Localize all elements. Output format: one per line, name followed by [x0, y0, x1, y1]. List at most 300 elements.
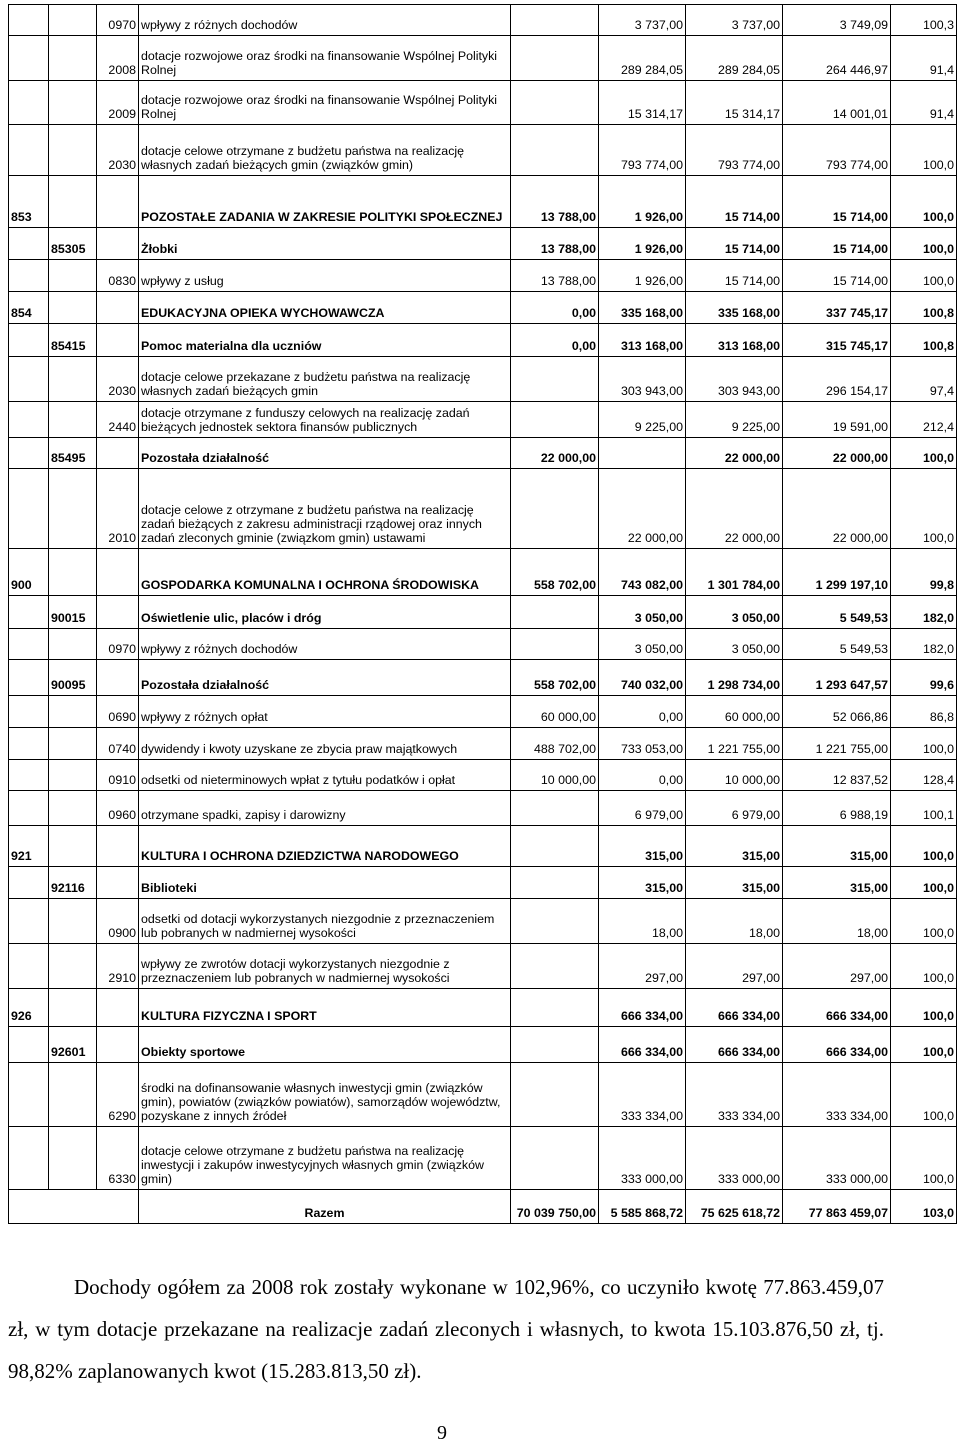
paragraf-row — [9, 629, 957, 660]
rozdzial-code — [49, 125, 97, 176]
rozdzial-code: 85305 — [49, 228, 97, 260]
rozdzial-code — [49, 5, 97, 36]
value-plan-1 — [511, 1063, 599, 1127]
value-plan-1: 558 702,00 — [511, 549, 599, 596]
paragraf-row — [9, 791, 957, 826]
value-plan-2: 666 334,00 — [599, 1027, 686, 1063]
value-executed: 315 745,17 — [783, 324, 891, 357]
value-executed: 15 714,00 — [783, 228, 891, 260]
rozdzial-code — [49, 549, 97, 596]
rozdzial-code — [49, 402, 97, 438]
paragraf-code: 0830 — [97, 260, 139, 292]
total-v2: 5 585 868,72 — [599, 1190, 686, 1224]
rozdzial-code: 90095 — [49, 660, 97, 696]
value-executed: 15 714,00 — [783, 260, 891, 292]
paragraf-code — [97, 989, 139, 1027]
paragraf-row — [9, 899, 957, 944]
rozdzial-code — [49, 292, 97, 324]
value-plan-after-changes: 793 774,00 — [686, 125, 783, 176]
value-plan-2: 315,00 — [599, 826, 686, 867]
value-executed: 22 000,00 — [783, 469, 891, 549]
paragraf-row — [9, 1127, 957, 1190]
value-plan-2: 733 053,00 — [599, 728, 686, 760]
rozdzial-code — [49, 791, 97, 826]
dzial-row — [9, 826, 957, 867]
value-plan-1 — [511, 5, 599, 36]
description: Pozostała działalność — [139, 660, 511, 696]
value-plan-2: 333 334,00 — [599, 1063, 686, 1127]
rozdzial-code — [49, 899, 97, 944]
value-plan-1: 13 788,00 — [511, 228, 599, 260]
value-plan-1 — [511, 791, 599, 826]
value-plan-2: 0,00 — [599, 760, 686, 791]
paragraf-code — [97, 438, 139, 469]
paragraf-row — [9, 728, 957, 760]
value-plan-2: 297,00 — [599, 944, 686, 989]
percent: 100,0 — [891, 899, 957, 944]
dzial-row — [9, 549, 957, 596]
percent: 100,0 — [891, 1063, 957, 1127]
rozdzial-code — [49, 81, 97, 125]
paragraf-code: 2010 — [97, 469, 139, 549]
value-plan-after-changes: 315,00 — [686, 867, 783, 899]
value-plan-2: 18,00 — [599, 899, 686, 944]
value-plan-1: 0,00 — [511, 292, 599, 324]
percent: 100,0 — [891, 944, 957, 989]
paragraf-row — [9, 81, 957, 125]
percent: 91,4 — [891, 81, 957, 125]
rozdzial-code — [49, 944, 97, 989]
dzial-code — [9, 402, 49, 438]
value-plan-after-changes: 1 301 784,00 — [686, 549, 783, 596]
value-plan-1 — [511, 989, 599, 1027]
percent: 100,1 — [891, 791, 957, 826]
paragraf-code — [97, 176, 139, 228]
rozdzial-code — [49, 696, 97, 728]
percent: 100,0 — [891, 228, 957, 260]
value-plan-after-changes: 333 000,00 — [686, 1127, 783, 1190]
paragraf-row — [9, 944, 957, 989]
dzial-code — [9, 1127, 49, 1190]
value-plan-2: 333 000,00 — [599, 1127, 686, 1190]
rozdzial-code — [49, 1127, 97, 1190]
dzial-code — [9, 899, 49, 944]
value-plan-after-changes: 22 000,00 — [686, 438, 783, 469]
description: wpływy z różnych dochodów — [139, 629, 511, 660]
rozdzial-code — [49, 826, 97, 867]
paragraf-row — [9, 469, 957, 549]
value-plan-2: 3 737,00 — [599, 5, 686, 36]
summary-text: Dochody ogółem za 2008 rok zostały wykonane w 102,96%, co uczyniło kwotę 77.863.459,07 zł, w tym dotacje przekazane na realizacje zadań zleconych i własnych, to kwota 15.103.876,50 zł, tj. 98,82% zaplanowanych kwot (15.283.813,50 zł). — [8, 1275, 884, 1383]
paragraf-row — [9, 125, 957, 176]
value-executed: 6 988,19 — [783, 791, 891, 826]
description: dotacje celowe otrzymane z budżetu państwa na realizację inwestycji i zakupów inwestycyjnych własnych gmin (związków gmin) — [139, 1127, 511, 1190]
value-plan-after-changes: 3 050,00 — [686, 629, 783, 660]
value-executed: 5 549,53 — [783, 629, 891, 660]
value-plan-2: 315,00 — [599, 867, 686, 899]
value-plan-after-changes: 10 000,00 — [686, 760, 783, 791]
budget-table — [8, 4, 957, 1224]
value-executed: 296 154,17 — [783, 357, 891, 402]
value-plan-after-changes: 22 000,00 — [686, 469, 783, 549]
value-plan-2: 793 774,00 — [599, 125, 686, 176]
value-plan-2: 313 168,00 — [599, 324, 686, 357]
paragraf-row — [9, 402, 957, 438]
dzial-code — [9, 260, 49, 292]
value-plan-1: 60 000,00 — [511, 696, 599, 728]
dzial-code — [9, 696, 49, 728]
rozdzial-code — [49, 989, 97, 1027]
value-executed: 12 837,52 — [783, 760, 891, 791]
total-v1: 70 039 750,00 — [511, 1190, 599, 1224]
paragraf-row — [9, 260, 957, 292]
dzial-code: 900 — [9, 549, 49, 596]
paragraf-code: 2030 — [97, 125, 139, 176]
value-executed: 315,00 — [783, 867, 891, 899]
value-plan-1: 0,00 — [511, 324, 599, 357]
rozdzial-code — [49, 629, 97, 660]
paragraf-code: 2009 — [97, 81, 139, 125]
total-v4: 77 863 459,07 — [783, 1190, 891, 1224]
value-executed: 333 334,00 — [783, 1063, 891, 1127]
value-executed: 793 774,00 — [783, 125, 891, 176]
percent: 99,6 — [891, 660, 957, 696]
value-plan-1 — [511, 944, 599, 989]
description: wpływy z różnych opłat — [139, 696, 511, 728]
value-plan-after-changes: 315,00 — [686, 826, 783, 867]
description: KULTURA I OCHRONA DZIEDZICTWA NARODOWEGO — [139, 826, 511, 867]
paragraf-code — [97, 1027, 139, 1063]
value-plan-after-changes: 313 168,00 — [686, 324, 783, 357]
percent: 100,0 — [891, 176, 957, 228]
rozdzial-code — [49, 469, 97, 549]
total-v3: 75 625 618,72 — [686, 1190, 783, 1224]
dzial-code: 921 — [9, 826, 49, 867]
dzial-code — [9, 944, 49, 989]
value-plan-1 — [511, 1027, 599, 1063]
value-plan-2: 22 000,00 — [599, 469, 686, 549]
dzial-code: 854 — [9, 292, 49, 324]
percent: 100,0 — [891, 867, 957, 899]
value-plan-after-changes: 18,00 — [686, 899, 783, 944]
dzial-code — [9, 791, 49, 826]
percent: 100,0 — [891, 1027, 957, 1063]
value-plan-2: 6 979,00 — [599, 791, 686, 826]
dzial-code — [9, 5, 49, 36]
description: Oświetlenie ulic, placów i dróg — [139, 596, 511, 629]
value-plan-1 — [511, 596, 599, 629]
paragraf-code: 0960 — [97, 791, 139, 826]
percent: 128,4 — [891, 760, 957, 791]
value-plan-after-changes: 335 168,00 — [686, 292, 783, 324]
description: Obiekty sportowe — [139, 1027, 511, 1063]
description: GOSPODARKA KOMUNALNA I OCHRONA ŚRODOWISKA — [139, 549, 511, 596]
summary-paragraph — [8, 1266, 884, 1392]
value-executed: 19 591,00 — [783, 402, 891, 438]
paragraf-code — [97, 660, 139, 696]
dzial-row — [9, 292, 957, 324]
percent: 100,3 — [891, 5, 957, 36]
value-plan-2: 666 334,00 — [599, 989, 686, 1027]
total-row — [9, 1190, 957, 1224]
dzial-code — [9, 629, 49, 660]
value-plan-after-changes: 289 284,05 — [686, 36, 783, 81]
dzial-code — [9, 596, 49, 629]
paragraf-code: 2910 — [97, 944, 139, 989]
value-plan-1: 13 788,00 — [511, 176, 599, 228]
value-plan-2: 0,00 — [599, 696, 686, 728]
percent: 86,8 — [891, 696, 957, 728]
description: EDUKACYJNA OPIEKA WYCHOWAWCZA — [139, 292, 511, 324]
paragraf-row — [9, 760, 957, 791]
paragraf-row — [9, 5, 957, 36]
description: Pozostała działalność — [139, 438, 511, 469]
value-plan-1: 13 788,00 — [511, 260, 599, 292]
dzial-code — [9, 36, 49, 81]
value-plan-after-changes: 15 714,00 — [686, 176, 783, 228]
value-executed: 14 001,01 — [783, 81, 891, 125]
dzial-code — [9, 357, 49, 402]
total-spacer — [9, 1190, 139, 1224]
rozdzial-row — [9, 867, 957, 899]
value-plan-after-changes: 666 334,00 — [686, 1027, 783, 1063]
rozdzial-code: 92116 — [49, 867, 97, 899]
value-plan-after-changes: 6 979,00 — [686, 791, 783, 826]
description: Biblioteki — [139, 867, 511, 899]
value-plan-2: 740 032,00 — [599, 660, 686, 696]
value-executed: 3 749,09 — [783, 5, 891, 36]
dzial-code — [9, 1063, 49, 1127]
value-plan-after-changes: 3 737,00 — [686, 5, 783, 36]
description: wpływy ze zwrotów dotacji wykorzystanych niezgodnie z przeznaczeniem lub pobranych w nadmiernej wysokości — [139, 944, 511, 989]
dzial-code — [9, 228, 49, 260]
paragraf-code — [97, 549, 139, 596]
percent: 100,0 — [891, 125, 957, 176]
description: dotacje otrzymane z funduszy celowych na realizację zadań bieżących jednostek sektora finansów publicznych — [139, 402, 511, 438]
page-number: 9 — [437, 1422, 447, 1444]
dzial-code — [9, 438, 49, 469]
paragraf-code: 0740 — [97, 728, 139, 760]
value-plan-1 — [511, 402, 599, 438]
value-executed: 264 446,97 — [783, 36, 891, 81]
paragraf-row — [9, 357, 957, 402]
percent: 97,4 — [891, 357, 957, 402]
percent: 100,0 — [891, 826, 957, 867]
value-executed: 5 549,53 — [783, 596, 891, 629]
paragraf-code: 0970 — [97, 5, 139, 36]
value-executed: 1 299 197,10 — [783, 549, 891, 596]
value-plan-after-changes: 1 298 734,00 — [686, 660, 783, 696]
description: wpływy z usług — [139, 260, 511, 292]
description: dotacje rozwojowe oraz środki na finansowanie Wspólnej Polityki Rolnej — [139, 81, 511, 125]
value-plan-2: 303 943,00 — [599, 357, 686, 402]
value-executed: 1 221 755,00 — [783, 728, 891, 760]
value-plan-after-changes: 9 225,00 — [686, 402, 783, 438]
value-executed: 15 714,00 — [783, 176, 891, 228]
description: wpływy z różnych dochodów — [139, 5, 511, 36]
percent: 182,0 — [891, 629, 957, 660]
rozdzial-row — [9, 1027, 957, 1063]
value-plan-1 — [511, 36, 599, 81]
value-executed: 1 293 647,57 — [783, 660, 891, 696]
description: odsetki od nieterminowych wpłat z tytułu podatków i opłat — [139, 760, 511, 791]
budget-table-body — [9, 5, 957, 1190]
value-plan-2: 1 926,00 — [599, 260, 686, 292]
value-plan-1 — [511, 357, 599, 402]
value-plan-after-changes: 15 714,00 — [686, 228, 783, 260]
value-executed: 666 334,00 — [783, 1027, 891, 1063]
description: dotacje celowe otrzymane z budżetu państwa na realizację własnych zadań bieżących gmin (związków gmin) — [139, 125, 511, 176]
value-plan-1: 488 702,00 — [511, 728, 599, 760]
value-executed: 315,00 — [783, 826, 891, 867]
rozdzial-code — [49, 176, 97, 228]
description: KULTURA FIZYCZNA I SPORT — [139, 989, 511, 1027]
value-plan-2 — [599, 438, 686, 469]
value-executed: 52 066,86 — [783, 696, 891, 728]
paragraf-code — [97, 228, 139, 260]
percent: 100,0 — [891, 989, 957, 1027]
percent: 100,0 — [891, 469, 957, 549]
rozdzial-code — [49, 260, 97, 292]
paragraf-code: 0690 — [97, 696, 139, 728]
percent: 100,0 — [891, 260, 957, 292]
dzial-code: 853 — [9, 176, 49, 228]
description: dotacje celowe z otrzymane z budżetu państwa na realizację zadań bieżących z zakresu administracji rządowej oraz innych zadań zleconych gminie (związkom gmin) ustawami — [139, 469, 511, 549]
value-executed: 666 334,00 — [783, 989, 891, 1027]
value-plan-1 — [511, 899, 599, 944]
paragraf-row — [9, 36, 957, 81]
description: otrzymane spadki, zapisy i darowizny — [139, 791, 511, 826]
percent: 100,8 — [891, 292, 957, 324]
value-executed: 297,00 — [783, 944, 891, 989]
percent: 100,8 — [891, 324, 957, 357]
value-plan-1: 22 000,00 — [511, 438, 599, 469]
dzial-code — [9, 867, 49, 899]
percent: 100,0 — [891, 728, 957, 760]
dzial-code — [9, 1027, 49, 1063]
rozdzial-code: 85415 — [49, 324, 97, 357]
value-plan-1 — [511, 81, 599, 125]
value-plan-1 — [511, 629, 599, 660]
value-plan-after-changes: 15 314,17 — [686, 81, 783, 125]
value-plan-2: 15 314,17 — [599, 81, 686, 125]
percent: 100,0 — [891, 1127, 957, 1190]
description: POZOSTAŁE ZADANIA W ZAKRESIE POLITYKI SPOŁECZNEJ — [139, 176, 511, 228]
dzial-code — [9, 660, 49, 696]
dzial-code — [9, 81, 49, 125]
rozdzial-row — [9, 660, 957, 696]
value-plan-after-changes: 303 943,00 — [686, 357, 783, 402]
paragraf-code: 6330 — [97, 1127, 139, 1190]
value-executed: 337 745,17 — [783, 292, 891, 324]
rozdzial-code: 90015 — [49, 596, 97, 629]
paragraf-code: 2030 — [97, 357, 139, 402]
value-plan-2: 1 926,00 — [599, 176, 686, 228]
value-executed: 22 000,00 — [783, 438, 891, 469]
paragraf-row — [9, 696, 957, 728]
value-plan-after-changes: 333 334,00 — [686, 1063, 783, 1127]
rozdzial-code — [49, 36, 97, 81]
paragraf-code — [97, 292, 139, 324]
dzial-row — [9, 989, 957, 1027]
rozdzial-row — [9, 438, 957, 469]
value-executed: 333 000,00 — [783, 1127, 891, 1190]
paragraf-code: 2440 — [97, 402, 139, 438]
paragraf-code: 6290 — [97, 1063, 139, 1127]
value-plan-2: 9 225,00 — [599, 402, 686, 438]
description: środki na dofinansowanie własnych inwestycji gmin (związków gmin), powiatów (związków powiatów), samorządów województw, pozyskane z innych źródeł — [139, 1063, 511, 1127]
rozdzial-code — [49, 1063, 97, 1127]
rozdzial-code — [49, 357, 97, 402]
value-plan-2: 335 168,00 — [599, 292, 686, 324]
value-plan-2: 743 082,00 — [599, 549, 686, 596]
value-plan-2: 3 050,00 — [599, 596, 686, 629]
rozdzial-row — [9, 324, 957, 357]
dzial-code — [9, 760, 49, 791]
percent: 182,0 — [891, 596, 957, 629]
percent: 99,8 — [891, 549, 957, 596]
description: dotacje rozwojowe oraz środki na finansowanie Wspólnej Polityki Rolnej — [139, 36, 511, 81]
rozdzial-code: 85495 — [49, 438, 97, 469]
paragraf-row — [9, 1063, 957, 1127]
description: Żłobki — [139, 228, 511, 260]
dzial-code: 926 — [9, 989, 49, 1027]
value-plan-1 — [511, 469, 599, 549]
dzial-code — [9, 728, 49, 760]
dzial-code — [9, 125, 49, 176]
value-plan-1: 558 702,00 — [511, 660, 599, 696]
value-plan-1: 10 000,00 — [511, 760, 599, 791]
value-plan-2: 289 284,05 — [599, 36, 686, 81]
rozdzial-code — [49, 728, 97, 760]
paragraf-code: 0910 — [97, 760, 139, 791]
paragraf-code: 0900 — [97, 899, 139, 944]
rozdzial-row — [9, 228, 957, 260]
paragraf-code: 0970 — [97, 629, 139, 660]
value-plan-2: 1 926,00 — [599, 228, 686, 260]
rozdzial-code — [49, 760, 97, 791]
rozdzial-code: 92601 — [49, 1027, 97, 1063]
value-plan-1 — [511, 1127, 599, 1190]
percent: 91,4 — [891, 36, 957, 81]
paragraf-code — [97, 596, 139, 629]
description: Pomoc materialna dla uczniów — [139, 324, 511, 357]
value-plan-after-changes: 297,00 — [686, 944, 783, 989]
percent: 212,4 — [891, 402, 957, 438]
description: dotacje celowe przekazane z budżetu państwa na realizację własnych zadań bieżących gmin — [139, 357, 511, 402]
value-plan-after-changes: 15 714,00 — [686, 260, 783, 292]
value-plan-after-changes: 60 000,00 — [686, 696, 783, 728]
value-executed: 18,00 — [783, 899, 891, 944]
total-pct: 103,0 — [891, 1190, 957, 1224]
description: dywidendy i kwoty uzyskane ze zbycia praw majątkowych — [139, 728, 511, 760]
value-plan-after-changes: 666 334,00 — [686, 989, 783, 1027]
description: odsetki od dotacji wykorzystanych niezgodnie z przeznaczeniem lub pobranych w nadmiernej wysokości — [139, 899, 511, 944]
dzial-row — [9, 176, 957, 228]
rozdzial-row — [9, 596, 957, 629]
dzial-code — [9, 324, 49, 357]
value-plan-1 — [511, 867, 599, 899]
value-plan-2: 3 050,00 — [599, 629, 686, 660]
value-plan-after-changes: 3 050,00 — [686, 596, 783, 629]
value-plan-1 — [511, 826, 599, 867]
value-plan-1 — [511, 125, 599, 176]
total-label: Razem — [139, 1190, 511, 1224]
value-plan-after-changes: 1 221 755,00 — [686, 728, 783, 760]
paragraf-code — [97, 826, 139, 867]
dzial-code — [9, 469, 49, 549]
paragraf-code: 2008 — [97, 36, 139, 81]
